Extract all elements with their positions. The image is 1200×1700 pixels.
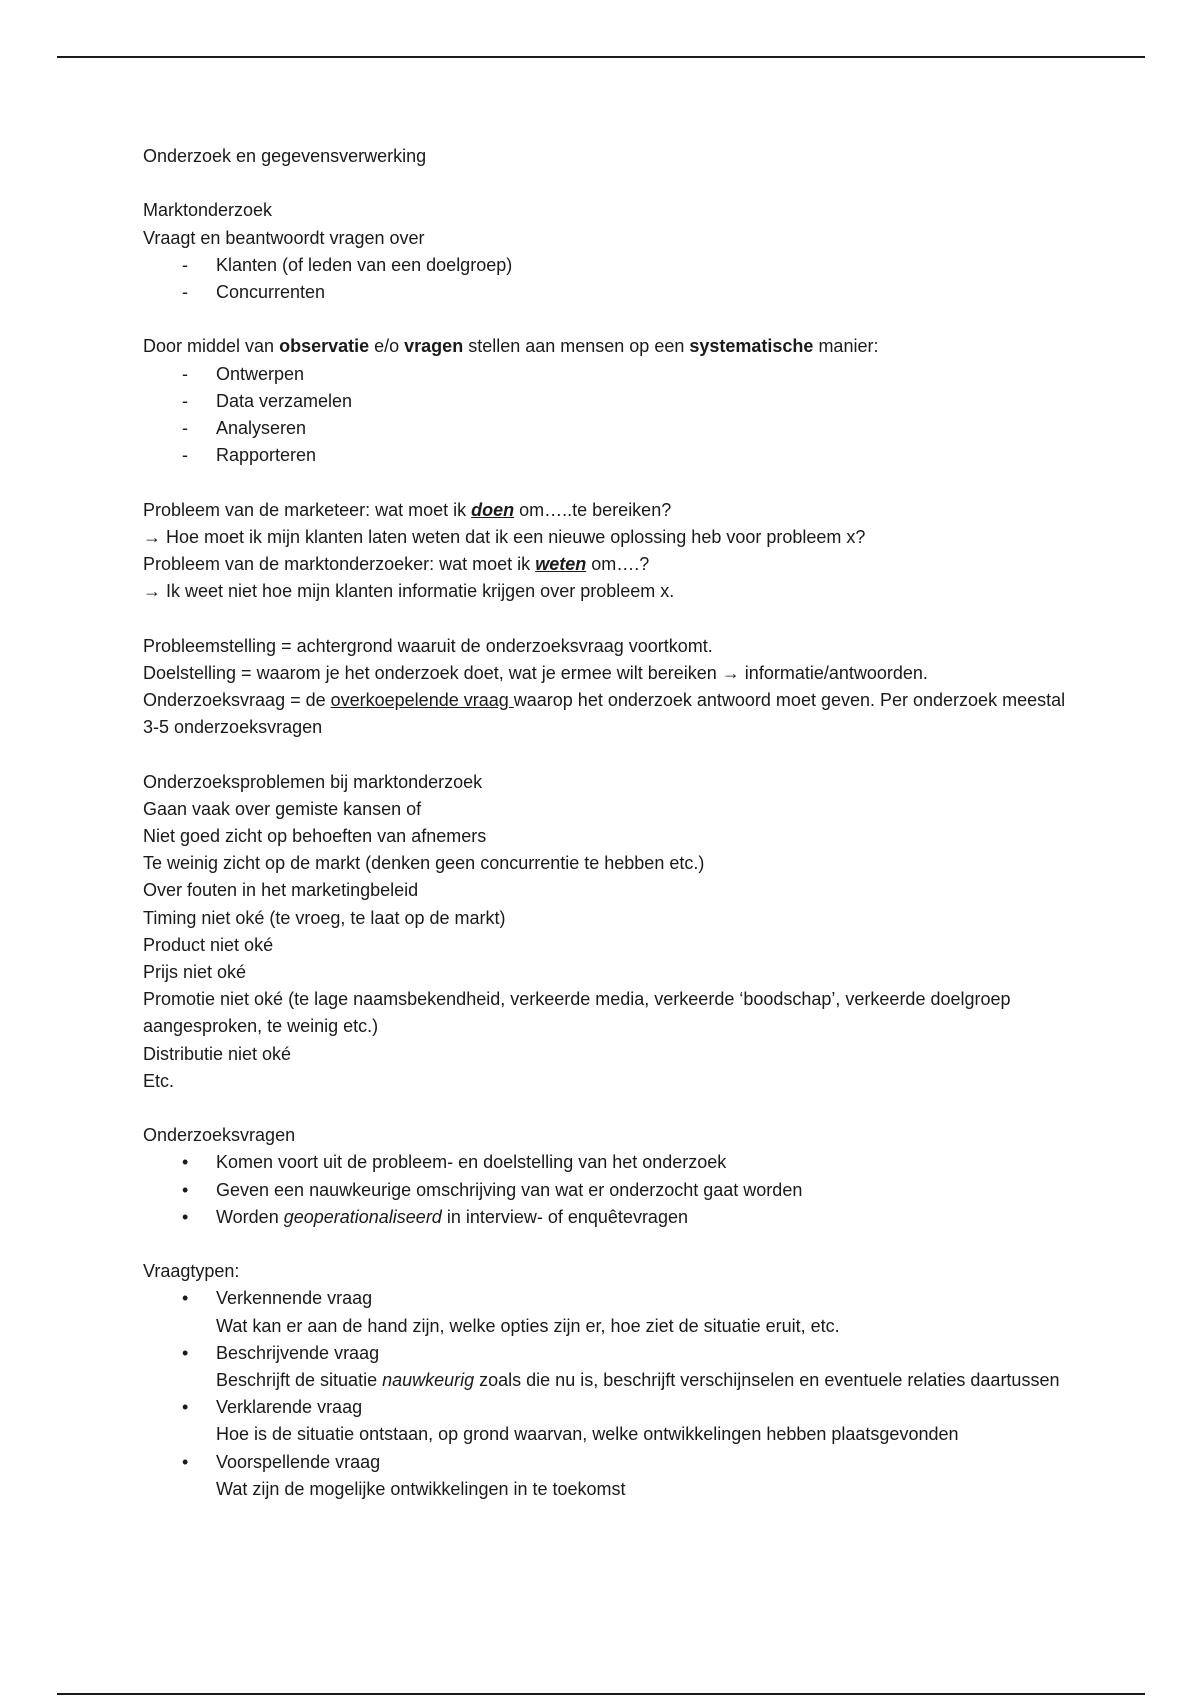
list-item	[143, 1285, 1073, 1339]
problem-line: Promotie niet oké (te lage naamsbekendheid, verkeerde media, verkeerde ‘boodschap’, verkeerde doelgroep aangesproken, te weinig etc.)	[143, 989, 1011, 1037]
list-item	[143, 1340, 1073, 1394]
researcher-answer: → Ik weet niet hoe mijn klanten informatie krijgen over probleem x.	[143, 581, 675, 602]
text-run: Worden	[216, 1206, 284, 1227]
text-run: Beschrijft de situatie	[216, 1370, 383, 1391]
underlined-term: overkoepelende vraag	[330, 690, 514, 710]
problem-line: Te weinig zicht op de markt (denken geen concurrentie te hebben etc.)	[143, 853, 705, 874]
text-run: Door middel van	[143, 336, 280, 357]
list-item	[143, 1449, 1073, 1503]
text-run: zoals die nu is, beschrijft verschijnselen en eventuele relaties daartussen	[474, 1370, 1060, 1391]
emphasis-weten: weten	[535, 554, 587, 574]
vraagtype-description: Wat zijn de mogelijke ontwikkelingen in te toekomst	[216, 1478, 626, 1499]
vraagtype-description	[216, 1367, 1073, 1394]
italic-term: geoperationaliseerd	[283, 1206, 442, 1227]
list-item: • Komen voort uit de probleem- en doelstelling van het onderzoek	[143, 1149, 1073, 1176]
text-run: om…..te bereiken?	[514, 499, 672, 520]
marktonderzoek-intro: Vraagt en beantwoordt vragen over	[143, 227, 425, 248]
list-item	[143, 1204, 1073, 1231]
onderzoeksproblemen-heading: Onderzoeksproblemen bij marktonderzoek	[143, 771, 483, 792]
probleemstelling-definition: Probleemstelling = achtergrond waaruit de onderzoeksvraag voortkomt.	[143, 635, 713, 656]
problem-line: Distributie niet oké	[143, 1043, 292, 1064]
bold-term: vragen	[404, 336, 464, 357]
problem-line: Over fouten in het marketingbeleid	[143, 880, 419, 901]
vraagtypen-list	[143, 1285, 1073, 1503]
doelstelling-definition: Doelstelling = waarom je het onderzoek doet, wat je ermee wilt bereiken → informatie/antwoorden.	[143, 662, 928, 683]
list-item: - Rapporteren	[143, 442, 1073, 469]
list-item	[143, 1394, 1073, 1448]
list-item: - Klanten (of leden van een doelgroep)	[143, 252, 1073, 279]
problem-line: Niet goed zicht op behoeften van afnemers	[143, 826, 487, 846]
problem-line: Timing niet oké (te vroeg, te laat op de markt)	[143, 907, 506, 928]
document-title: Onderzoek en gegevensverwerking	[143, 146, 427, 166]
bold-term: systematische	[689, 336, 814, 357]
problem-line: Etc.	[143, 1070, 175, 1091]
vraagtype-name: • Beschrijvende vraag	[216, 1342, 380, 1363]
header-rule	[57, 56, 1145, 58]
methode-list	[143, 361, 1073, 470]
vraagtype-name: • Verkennende vraag	[216, 1288, 373, 1309]
vraagtypen-heading: Vraagtypen:	[143, 1261, 240, 1282]
problem-line: Prijs niet oké	[143, 962, 247, 983]
footer-rule	[57, 1693, 1145, 1695]
text-run: Onderzoeksvraag = de	[143, 690, 331, 710]
problem-line: Product niet oké	[143, 934, 274, 955]
marktonderzoek-heading: Marktonderzoek	[143, 200, 273, 221]
document-body	[143, 143, 1073, 1503]
problem-line: Gaan vaak over gemiste kansen of	[143, 798, 422, 819]
text-run: Probleem van de marktonderzoeker: wat moet ik	[143, 554, 536, 574]
methode-paragraph	[143, 333, 1073, 360]
marktonderzoek-list	[143, 252, 1073, 306]
text-run: waarop het onderzoek antwoord moet geven. Per onderzoek meestal 3-5 onderzoeksvragen	[143, 690, 1066, 738]
marketeer-problem	[143, 497, 1073, 524]
bold-term: observatie	[279, 336, 370, 357]
text-run: stellen aan mensen op een	[463, 336, 690, 357]
marketeer-answer: → Hoe moet ik mijn klanten laten weten dat ik een nieuwe oplossing heb voor probleem x?	[143, 526, 866, 547]
text-run: manier:	[813, 336, 879, 357]
text-run: om….?	[586, 554, 650, 574]
text-run: Probleem van de marketeer: wat moet ik	[143, 499, 472, 520]
emphasis-doen: doen	[471, 499, 515, 520]
vraagtype-description: Wat kan er aan de hand zijn, welke opties zijn er, hoe ziet de situatie eruit, etc.	[216, 1315, 840, 1336]
list-item: - Analyseren	[143, 415, 1073, 442]
onderzoeksvragen-list	[143, 1149, 1073, 1231]
list-item: • Geven een nauwkeurige omschrijving van wat er onderzocht gaat worden	[143, 1177, 1073, 1204]
researcher-problem	[143, 551, 1073, 578]
text-run: e/o	[369, 336, 405, 357]
italic-term: nauwkeurig	[382, 1370, 475, 1391]
vraagtype-name: • Voorspellende vraag	[216, 1451, 381, 1472]
vraagtype-description: Hoe is de situatie ontstaan, op grond waarvan, welke ontwikkelingen hebben plaatsgevonden	[216, 1424, 959, 1445]
list-item: - Ontwerpen	[143, 361, 1073, 388]
list-item: - Data verzamelen	[143, 388, 1073, 415]
vraagtype-name: • Verklarende vraag	[216, 1397, 363, 1418]
text-run: in interview- of enquêtevragen	[441, 1206, 688, 1227]
list-item: - Concurrenten	[143, 279, 1073, 306]
onderzoeksvraag-definition	[143, 687, 1073, 741]
onderzoeksvragen-heading: Onderzoeksvragen	[143, 1125, 296, 1146]
